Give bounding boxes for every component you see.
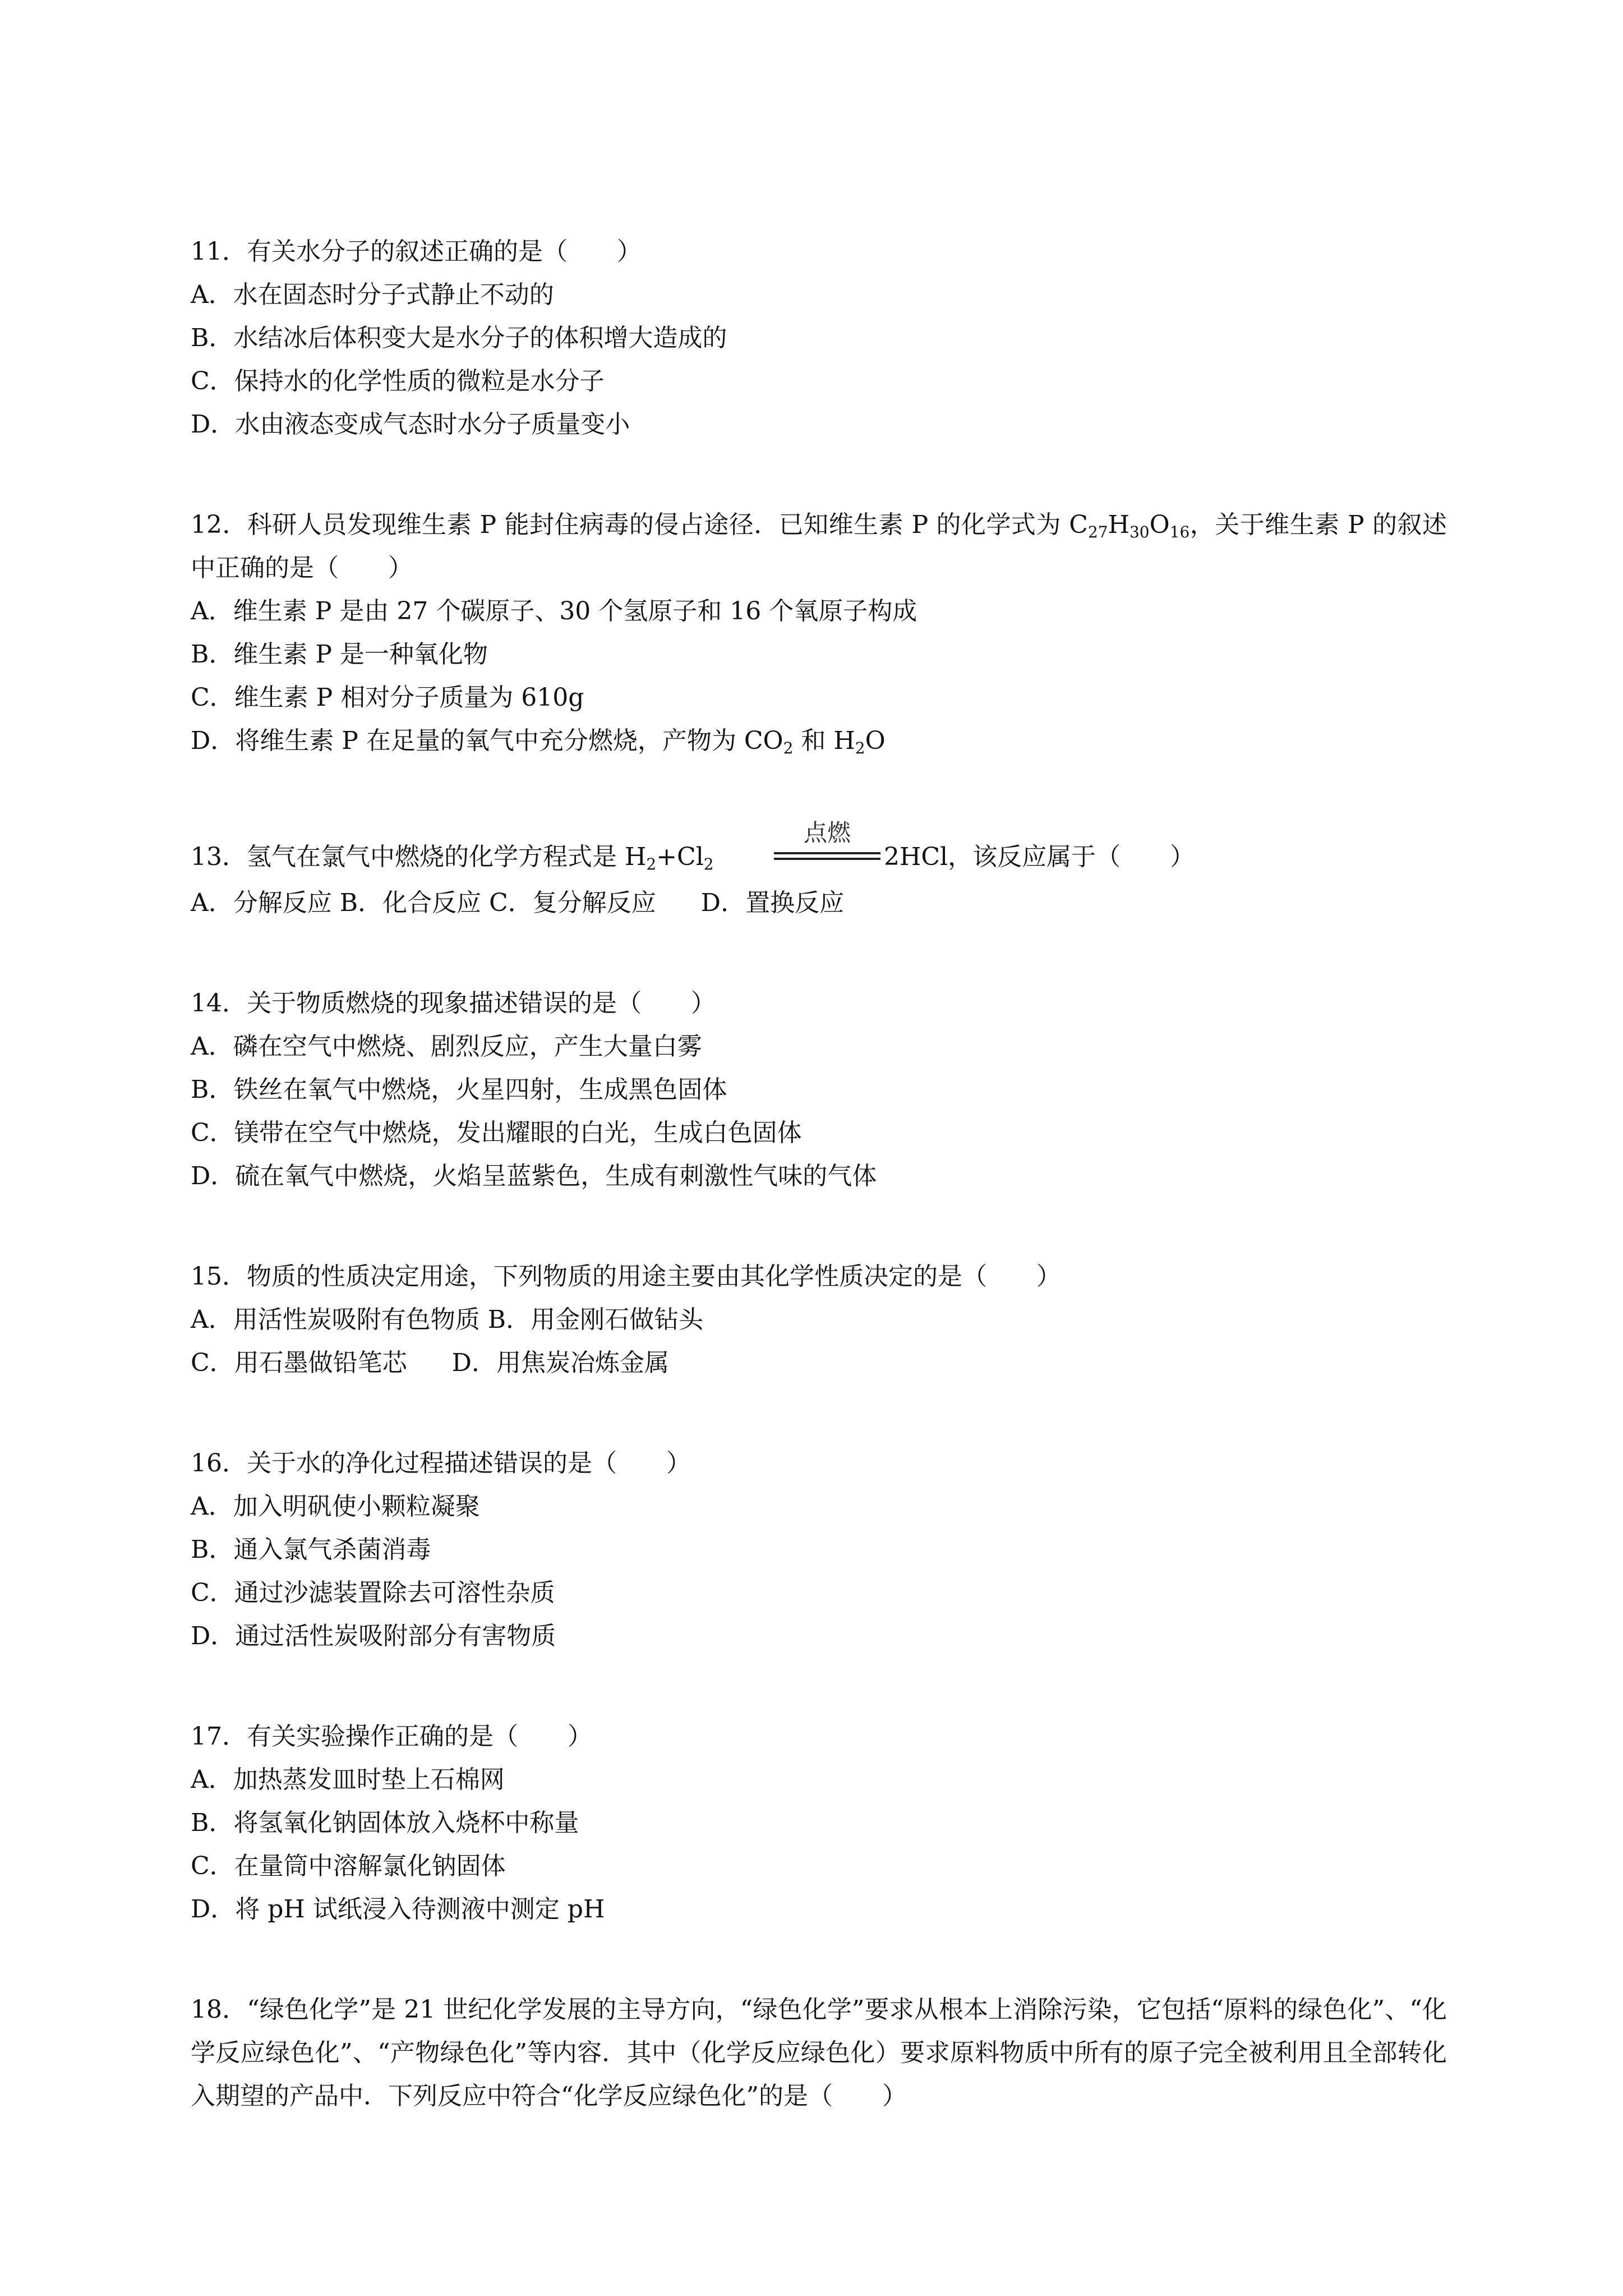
question-stem: 15．物质的性质决定用途，下列物质的用途主要由其化学性质决定的是（ ） [191, 1262, 1061, 1291]
option-c: C．用石墨做铅笔芯 [191, 1349, 407, 1377]
options-row [191, 1298, 1447, 1341]
option-b: B．化合反应 [339, 889, 482, 917]
stem-text: O [1149, 510, 1170, 539]
subscript: 2 [646, 855, 657, 873]
option-a: A．加入明矾使小颗粒凝聚 [191, 1492, 480, 1521]
stem-text: 13．氢气在氯气中燃烧的化学方程式是 H [191, 843, 647, 871]
question-11 [191, 230, 1447, 446]
option-a: A．维生素 P 是由 27 个碳原子、30 个氢原子和 16 个氧原子构成 [191, 597, 917, 625]
option-b: B．通入氯气杀菌消毒 [191, 1535, 431, 1564]
question-list [191, 230, 1447, 2175]
options-row [191, 881, 1447, 924]
stem-text [191, 843, 714, 871]
option-a: A．磷在空气中燃烧、剧烈反应，产生大量白雾 [191, 1032, 702, 1061]
option-a: A．加热蒸发皿时垫上石棉网 [191, 1765, 505, 1794]
option-c: C．在量筒中溶解氯化钠固体 [191, 1852, 506, 1880]
question-16 [191, 1442, 1447, 1658]
option-b: B．将氢氧化钠固体放入烧杯中称量 [191, 1809, 579, 1837]
option-d [191, 719, 1447, 762]
option-b: B．水结冰后体积变大是水分子的体积增大造成的 [191, 324, 727, 352]
question-stem [191, 820, 1447, 876]
subscript: 2 [855, 739, 865, 757]
option-d: D．将 pH 试纸浸入待测液中测定 pH [191, 1895, 605, 1924]
option-c: C．镁带在空气中燃烧，发出耀眼的白光，生成白色固体 [191, 1119, 802, 1147]
question-13 [191, 820, 1447, 924]
question-stem: 11．有关水分子的叙述正确的是（ ） [191, 237, 642, 266]
option-b: B．维生素 P 是一种氧化物 [191, 640, 488, 669]
question-stem: 17．有关实验操作正确的是（ ） [191, 1722, 592, 1751]
stem-text: 12．科研人员发现维生素 P 能封住病毒的侵占途径．已知维生素 P 的化学式为 C [191, 510, 1088, 539]
option-d: D．用焦炭冶炼金属 [451, 1349, 669, 1377]
option-d: D．通过活性炭吸附部分有害物质 [191, 1622, 556, 1650]
question-14 [191, 982, 1447, 1198]
subscript: 27 [1087, 523, 1108, 541]
question-stem: 18．“绿色化学”是 21 世纪化学发展的主导方向，“绿色化学”要求从根本上消除污染，它包括“原料的绿色化”、“化学反应绿色化”、“产物绿色化”等内容．其中（化学反应绿色化）要求原料物质中所有的原子完全被利用且全部转化入期望的产品中．下列反应中符合“化学反应绿色化”的是（ ） [191, 1995, 1447, 2110]
question-stem [191, 503, 1447, 590]
equals-bar-top [774, 852, 880, 854]
option-text: D．将维生素 P 在足量的氧气中充分燃烧，产物为 CO [191, 726, 783, 755]
question-stem: 14．关于物质燃烧的现象描述错误的是（ ） [191, 989, 716, 1018]
option-a: A．用活性炭吸附有色物质 [191, 1305, 480, 1334]
stem-text: ，关于维生素 P 的叙述中正确的是（ ） [191, 510, 1447, 582]
option-c: C．维生素 P 相对分子质量为 610g [191, 683, 584, 712]
stem-text: +Cl [656, 843, 704, 871]
question-18 [191, 1988, 1447, 2118]
subscript: 16 [1169, 523, 1190, 541]
option-text: 和 H [793, 726, 855, 755]
options-row [191, 1341, 1447, 1384]
reaction-condition: 点燃 [803, 819, 851, 846]
option-c: C．保持水的化学性质的微粒是水分子 [191, 367, 605, 395]
question-15 [191, 1255, 1447, 1384]
option-b: B．用金刚石做钻头 [487, 1305, 704, 1334]
stem-text: H [1108, 510, 1129, 539]
option-b: B．铁丝在氧气中燃烧，火星四射，生成黑色固体 [191, 1075, 727, 1104]
option-c: C．通过沙滤装置除去可溶性杂质 [191, 1579, 555, 1607]
option-text: O [865, 726, 886, 755]
equals-bar-bottom [774, 858, 880, 860]
question-stem: 16．关于水的净化过程描述错误的是（ ） [191, 1449, 691, 1478]
option-a: A．分解反应 [191, 889, 332, 917]
stem-text: 2HCl，该反应属于（ ） [884, 843, 1195, 871]
subscript: 30 [1129, 523, 1150, 541]
option-d: D．硫在氧气中燃烧，火焰呈蓝紫色，生成有刺激性气味的气体 [191, 1162, 877, 1190]
option-d: D．水由液态变成气态时水分子质量变小 [191, 410, 630, 439]
subscript: 2 [703, 855, 714, 873]
option-c: C．复分解反应 [489, 889, 656, 917]
subscript: 2 [783, 739, 794, 757]
question-12 [191, 503, 1447, 762]
question-17 [191, 1715, 1447, 1931]
option-d: D．置换反应 [700, 889, 845, 917]
option-a: A．水在固态时分子式静止不动的 [191, 280, 554, 309]
